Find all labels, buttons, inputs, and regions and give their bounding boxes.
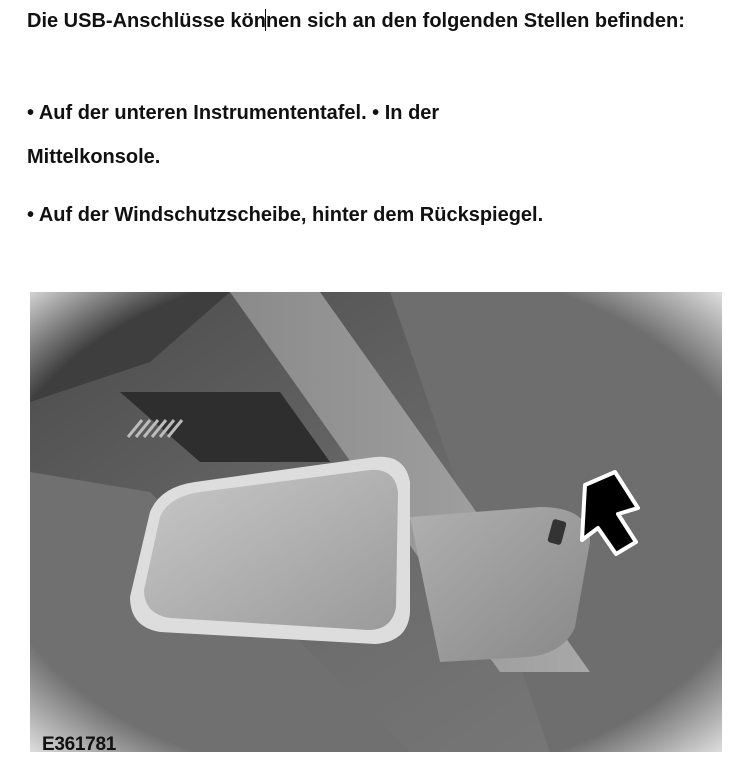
intro-text-part2: nen sich an den folgenden Stellen befinden:: [265, 10, 685, 32]
bullet-line-2: Mittelkonsole.: [27, 146, 161, 168]
bullet-line-3: • Auf der Windschutzscheibe, hinter dem Rückspiegel.: [27, 204, 544, 226]
mirror-illustration: [30, 292, 722, 752]
bullet-line-1: • Auf der unteren Instrumententafel. • In der: [27, 102, 440, 124]
intro-text: [27, 4, 707, 38]
intro-text-part1: Die USB-Anschlüsse kön: [27, 10, 266, 32]
figure-label: E361781: [42, 734, 116, 755]
